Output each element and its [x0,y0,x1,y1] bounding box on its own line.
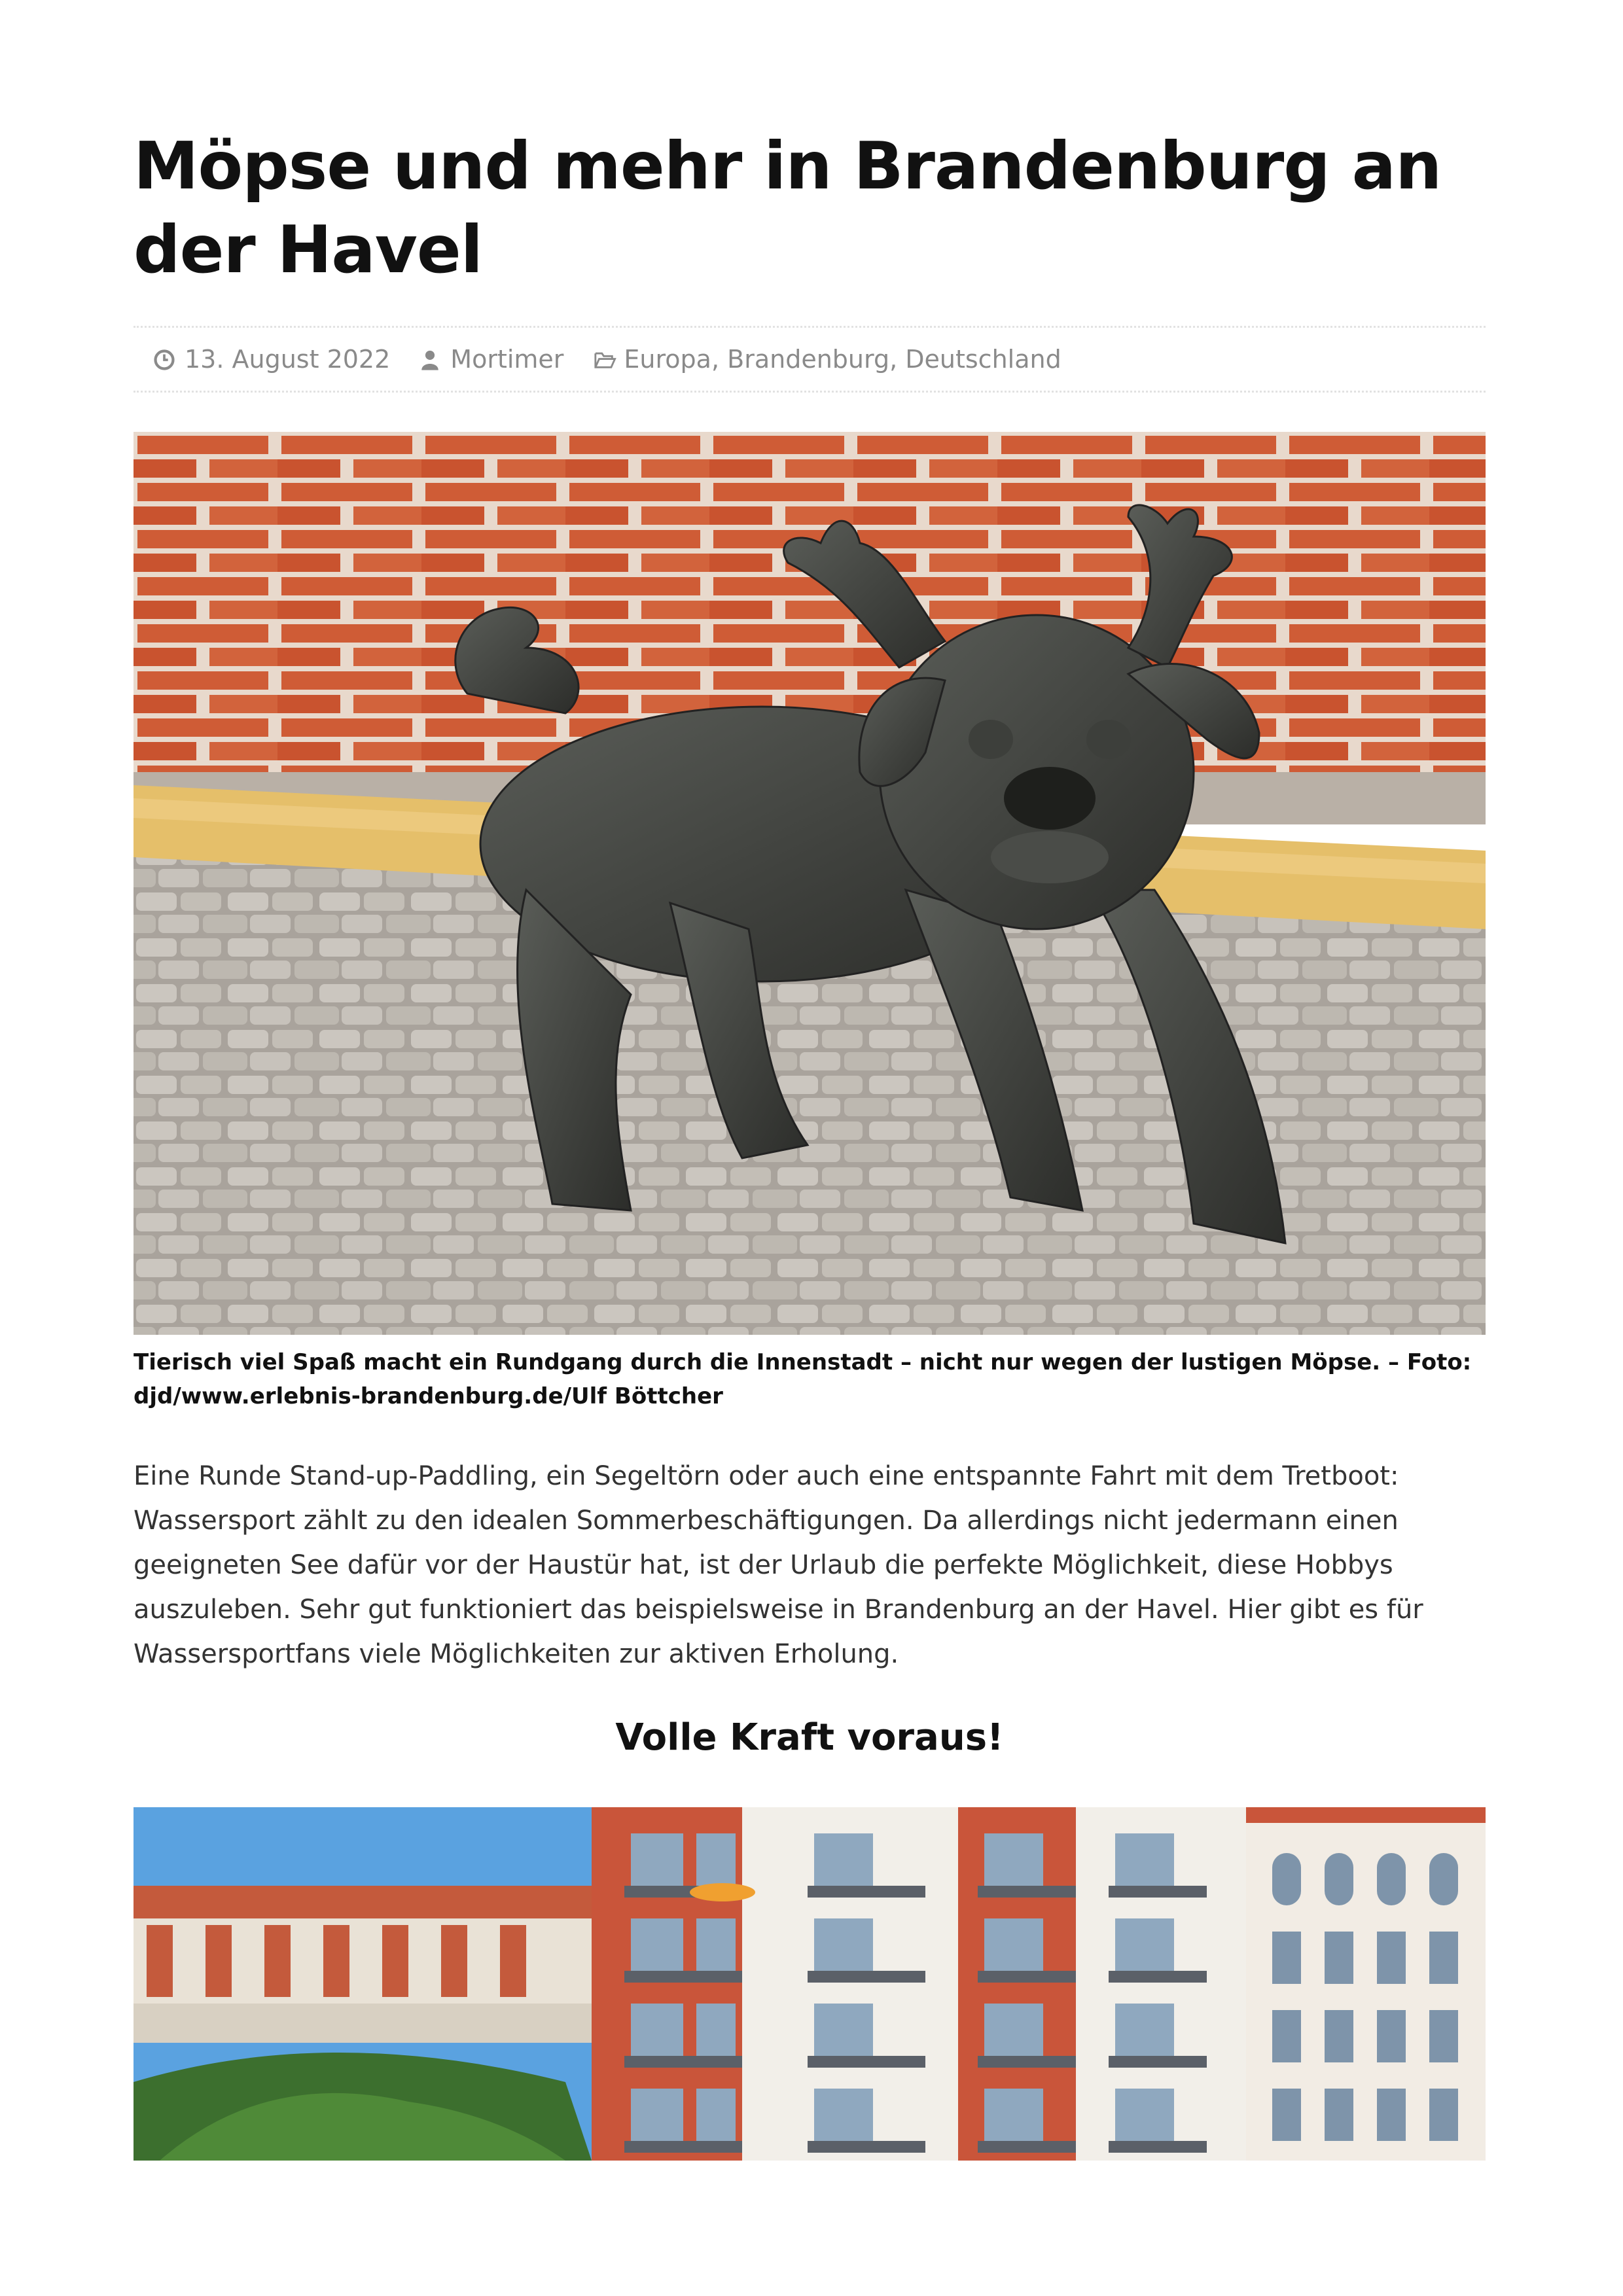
category-link-brandenburg[interactable]: Brandenburg [727,345,890,374]
clock-icon [153,348,175,370]
folder-icon [592,348,615,370]
post-date [153,345,390,374]
post-author-link[interactable]: Mortimer [450,345,564,374]
post-author[interactable] [419,345,563,374]
user-icon [419,348,441,370]
post-date-text: 13. August 2022 [185,345,391,374]
article-title: Möpse und mehr in Brandenburg an der Havel [134,128,1442,288]
photo-caption: Tierisch viel Spaß macht ein Rundgang durch die Innenstadt – nicht nur wegen der lustigen Möpse. – Foto: djd/www.erlebnis-brandenburg.de/Ulf Böttcher [134,1349,1472,1409]
post-categories [592,345,1061,374]
post-meta [134,326,1486,393]
category-link-europa[interactable]: Europa [624,345,711,374]
category-separator: , [711,345,728,374]
section-heading: Volle Kraft voraus! [615,1716,1004,1759]
intro-paragraph: Eine Runde Stand-up-Paddling, ein Segeltörn oder auch eine entspannte Fahrt mit dem Tretboot: Wassersport zählt zu den idealen Sommerbeschäftigungen. Da allerdings nicht jedermann einen geeigneten See dafür vor der Haustür hat, ist der Urlaub die perfekte Möglichkeit, diese Hobbys auszuleben. Sehr gut funktioniert das beispielsweise in Brandenburg an der Havel. Hier gibt es für Wassersportfans viele Möglichkeiten zur aktiven Erholung. [134,1461,1423,1669]
category-link-deutschland[interactable]: Deutschland [905,345,1061,374]
waterfront-buildings-photo [134,1807,1486,2161]
category-separator: , [889,345,906,374]
pug-statue-photo [134,432,1486,1335]
